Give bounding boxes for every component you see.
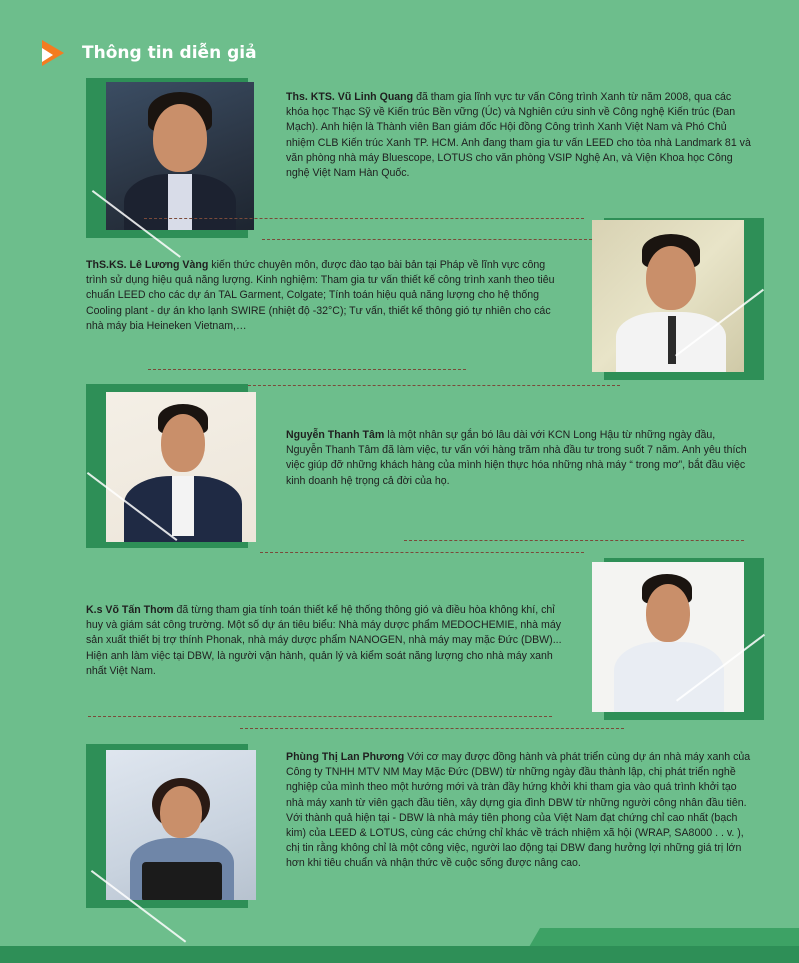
speaker-5-text: Với cơ may được đồng hành và phát triển cùng dự án nhà máy xanh của Công ty TNHH MTV NM May Mặc Đức (DBW) từ những ngày đầu thành lập, chị phát triển nghề nghiệp của mình theo một hướng mới và tràn đầy hứng khởi khi tham gia vào quá trình khởi tạo nhà máy xanh từ viên gạch đầu tiên, xây dựng gia đình DBW từ những người công nhân đầu tiên. Với thành quả hiện tại - DBW là nhà máy tiên phong của Việt Nam đạt chứng chỉ cao nhất (bạch kim) của LEED & LOTUS, cùng các chứng chỉ khác về trách nhiệm xã hội (WRAP, SA8000 . . v. ), chị tin rằng không chỉ là một công việc, người lao động tại DBW đang hưởng lợi những giá trị lớn hơn khi tiêu chuẩn và nhận thức về cuộc sống được nâng cao.: [286, 751, 751, 870]
speaker-5-name: Phùng Thị Lan Phương: [286, 751, 405, 763]
separator: [144, 218, 584, 219]
separator: [404, 540, 744, 541]
speaker-3-name: Nguyễn Thanh Tâm: [286, 429, 385, 441]
separator: [260, 552, 584, 553]
bottom-band: [0, 946, 799, 963]
speaker-2-text: kiến thức chuyên môn, được đào tạo bài bản tại Pháp về lĩnh vực công trình sử dụng hiệu quả năng lượng. Kinh nghiệm: Tham gia tư vấn thiết kế công trình xanh theo tiêu chuẩn LEED cho các dự án TAL Garment, Colgate; Tính toán hiệu quả năng lượng cho hệ thống Cooling plant - dự án kho lạnh SWIRE (nhiệt độ -32°C); Tư vấn, thiết kế thông gió tự nhiên cho các nhà máy bia Heineken Vietnam,…: [86, 259, 555, 332]
speaker-1-text: đã tham gia lĩnh vực tư vấn Công trình Xanh từ năm 2008, qua các khóa học Thạc Sỹ về Kiến trúc Bền vững (Úc) và Nghiên cứu sinh về Công nghệ Kiến trúc (Đan Mạch). Anh hiện là Thành viên Ban giám đốc Hội đồng Công trình Xanh Việt Nam và Phó Chủ nhiệm CLB Kiến trúc Xanh TP. HCM. Anh đang tham gia tư vấn LEED cho tòa nhà Landmark 81 và văn phòng nhà máy Bluescope, LOTUS cho văn phòng VSIP Nghệ An, và Viện Khoa học Công nghệ Việt Nam Hàn Quốc.: [286, 91, 751, 180]
separator: [148, 369, 466, 370]
speaker-2-bio: [86, 258, 566, 334]
speaker-3-bio: [286, 428, 754, 489]
speaker-3-text: là một nhân sự gắn bó lâu dài với KCN Long Hậu từ những ngày đầu, Nguyễn Thanh Tâm đã làm việc, tư vấn với hàng trăm nhà đầu tư trong suốt 7 năm. Anh yêu thích việc giúp đỡ những khách hàng của mình hiện thực hóa những nhà máy “ trong mơ”, bắt đầu việc kinh doanh hệ trọng cả đời của họ.: [286, 429, 747, 487]
speaker-4-photo: [592, 548, 764, 720]
separator: [262, 239, 592, 240]
speaker-4-name: K.s Võ Tấn Thơm: [86, 604, 174, 616]
section-header: [42, 40, 257, 66]
speaker-5-bio: [286, 750, 754, 872]
speaker-1-name: Ths. KTS. Vũ Linh Quang: [286, 91, 414, 103]
speaker-3-photo: [86, 376, 258, 552]
speaker-4-text: đã từng tham gia tính toán thiết kế hệ thống thông gió và điều hòa không khí, chỉ huy và giám sát công trường. Một số dự án tiêu biểu: Nhà máy dược phẩm MEDOCHEMIE, nhà máy sản xuất thiết bị trợ thính Phonak, nhà máy dược phẩm NANOGEN, nhà máy may mặc Đức (DBW)... Hiện anh làm việc tại DBW, là người vận hành, quản lý và kiểm soát năng lượng cho nhà máy xanh nhất Việt Nam.: [86, 604, 562, 677]
play-arrow-icon: [42, 40, 64, 66]
speaker-2-name: ThS.KS. Lê Lương Vàng: [86, 259, 209, 271]
separator: [240, 728, 624, 729]
separator: [88, 716, 552, 717]
section-title: Thông tin diễn giả: [82, 43, 257, 63]
speaker-4-bio: [86, 603, 566, 679]
separator: [238, 385, 620, 386]
speaker-1-bio: [286, 90, 754, 181]
